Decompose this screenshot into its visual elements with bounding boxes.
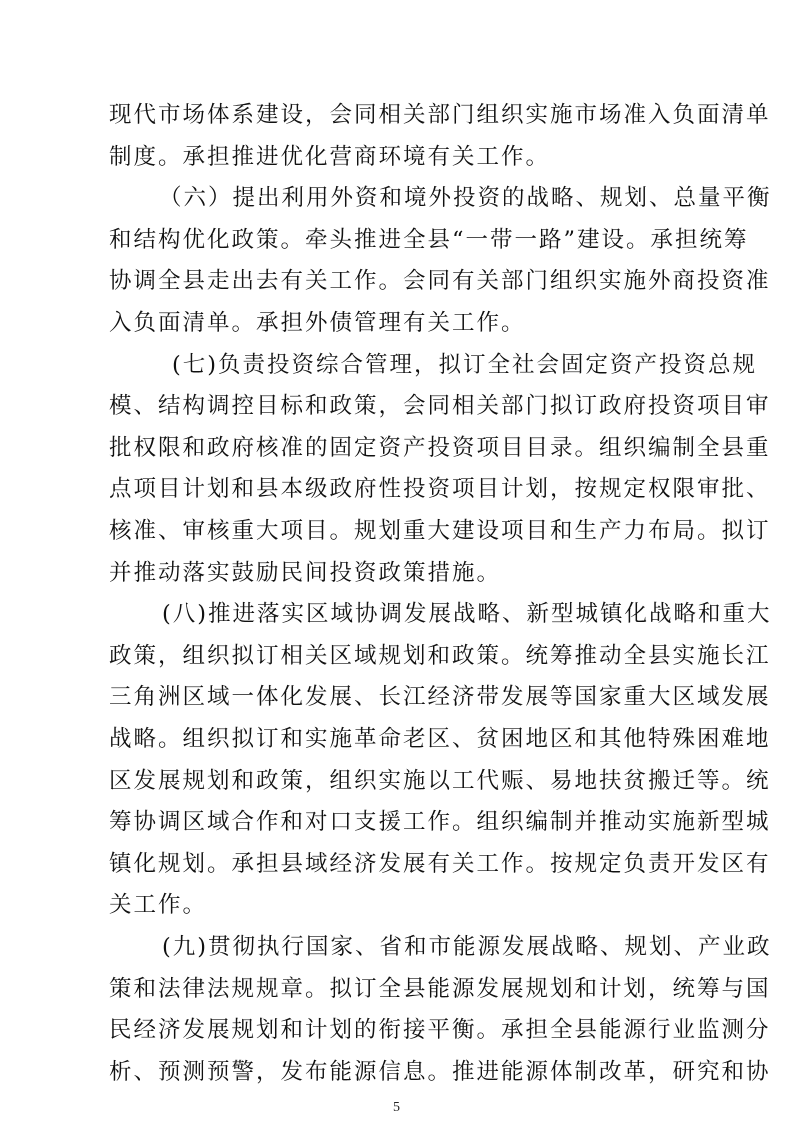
- text-line: 民经济发展规划和计划的衔接平衡。承担全县能源行业监测分: [109, 1017, 771, 1044]
- text-line: 点项目计划和县本级政府性投资项目计划，按规定权限审批、: [109, 476, 771, 503]
- text-line: 批权限和政府核准的固定资产投资项目目录。组织编制全县重: [109, 434, 771, 461]
- page-number: 5: [393, 1100, 400, 1115]
- text-line: 制度。承担推进优化营商环境有关工作。: [109, 143, 551, 170]
- text-line: 析、预测预警，发布能源信息。推进能源体制改革，研究和协: [109, 1058, 771, 1085]
- text-line: 核准、审核重大项目。规划重大建设项目和生产力布局。拟订: [109, 518, 771, 544]
- text-line: 并推动落实鼓励民间投资政策措施。: [109, 559, 502, 586]
- text-line: 和结构优化政策。牵头推进全县“一带一路”建设。承担统筹: [109, 226, 749, 253]
- text-line: 协调全县走出去有关工作。会同有关部门组织实施外商投资准: [109, 268, 771, 295]
- text-line: 筹协调区域合作和对口支援工作。组织编制并推动实施新型城: [109, 809, 771, 836]
- text-line: (八)推进落实区域协调发展战略、新型城镇化战略和重大: [162, 601, 772, 628]
- text-line: (九)贯彻执行国家、省和市能源发展战略、规划、产业政: [162, 934, 772, 960]
- text-line: 模、结构调控目标和政策，会同相关部门拟订政府投资项目审: [109, 393, 771, 420]
- text-line: 战略。组织拟订和实施革命老区、贫困地区和其他特殊困难地: [109, 726, 771, 752]
- text-line: 策和法律法规规章。拟订全县能源发展规划和计划，统筹与国: [109, 975, 771, 1002]
- text-line: 镇化规划。承担县域经济发展有关工作。按规定负责开发区有: [109, 850, 771, 877]
- text-line: (七)负责投资综合管理，拟订全社会固定资产投资总规: [172, 351, 758, 378]
- text-line: 区发展规划和政策，组织实施以工代赈、易地扶贫搬迁等。统: [109, 767, 771, 794]
- text-line: 政策，组织拟订相关区域规划和政策。统筹推动全县实施长江: [109, 642, 771, 669]
- text-line: 关工作。: [109, 892, 208, 919]
- text-line: （六）提出利用外资和境外投资的战略、规划、总量平衡: [159, 185, 772, 212]
- text-line: 现代市场体系建设，会同相关部门组织实施市场准入负面清单: [109, 102, 771, 128]
- text-line: 三角洲区域一体化发展、长江经济带发展等国家重大区域发展: [109, 684, 771, 711]
- text-line: 入负面清单。承担外债管理有关工作。: [109, 310, 526, 336]
